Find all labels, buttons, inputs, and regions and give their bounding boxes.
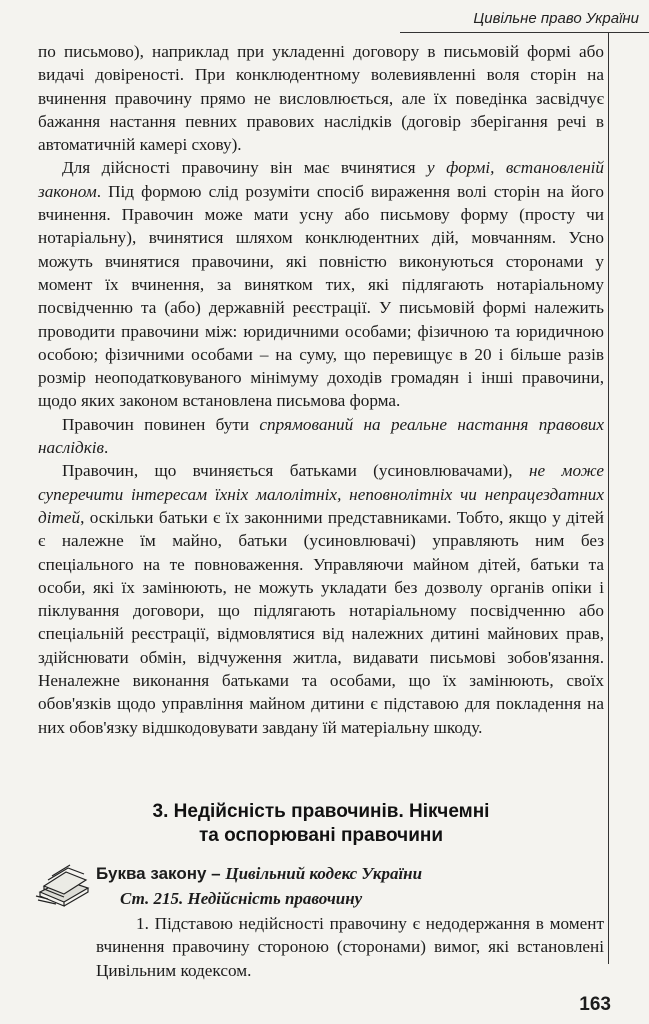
- law-article-title: Ст. 215. Недійсність правочину: [120, 889, 363, 908]
- side-rule: [608, 32, 609, 964]
- books-icon: [34, 862, 96, 908]
- law-label: Буква закону –: [96, 864, 226, 883]
- paragraph-4-text-c: , оскільки батьки є їх законними представниками. Тобто, якщо у дітей є належне їм майно, батьки (усиновлювачі) управляють ним без спеціального на те повноваження. Управляючи майном дітей, батьки та особи, які їх замінюють, не можуть укладати без дозволу органів опіки і піклування договори, що підлягають нотаріальному посвідченню або спеціальній реєстрації, відмовлятися від належних дитині майнових прав, здійснювати обмін, відчуження житла, видавати письмові зобов'язання. Неналежне виконання батьками та особами, що їх замінюють, своїх обов'язків щодо управління майном дитини є підставою для покладення на них обов'язку відшкодовувати завдану їй матеріальну шкоду.: [38, 507, 604, 737]
- paragraph-4-text-a: Правочин, що вчиняється батьками (усиновлювачами),: [62, 461, 529, 481]
- paragraph-2: [38, 156, 604, 412]
- section-title: [38, 800, 604, 848]
- paragraph-2-emphasis: у формі, встановленій законом: [38, 158, 604, 201]
- law-header: [96, 862, 596, 885]
- paragraph-3-text-a: Правочин повинен бути: [62, 414, 260, 434]
- paragraph-2-text-c: . Під формою слід розуміти спосіб вираження волі сторін на його вчинення. Правочин може мати усну або письмову форму (просту чи нотаріальну), вчинятися шляхом конклюдентних дій, мовчанням. Усно можуть вчинятися правочини, які повністю виконуються сторонами у момент їх вчинення, за винятком тих, які підлягають нотаріальному посвідченню та (або) державній реєстрації. У письмовій формі належить проводити правочини між: юридичними особами; фізичною та юридичною особою; фізичними особами – на суму, що перевищує в 20 і більше разів розмір неоподатковуваного мінімуму доходів громадян і інші правочини, щодо яких законом встановлена письмова форма.: [38, 181, 604, 411]
- law-paragraph: 1. Підставою недійсності правочину є недодержання в момент вчинення правочину стороною (сторонами) вимог, які встановлені Цивільним кодексом.: [96, 914, 604, 980]
- paragraph-2-text-a: Для дійсності правочину він має вчинятися: [62, 158, 428, 178]
- paragraph-1: по письмово), наприклад при укладенні договору в письмовій формі або видачі довіреності. При конклюдентному волевиявленні воля сторін на вчинення правочину прямо не висловлюється, але їх поведінка засвідчує бажання настання певних правових наслідків (договір зберігання речі в автоматичній камері схову).: [38, 42, 604, 155]
- section-title-line-2: та оспорювані правочини: [198, 825, 444, 846]
- paragraph-3: [38, 413, 604, 460]
- running-title: Цивільне право України: [473, 10, 639, 27]
- page-number: 163: [579, 994, 611, 1015]
- paragraph-3-text-c: .: [104, 438, 109, 458]
- paragraph-3-emphasis: спрямований на реальне настання правових наслідків: [38, 414, 605, 458]
- paragraph-4: [38, 459, 604, 739]
- law-text: [96, 912, 604, 982]
- header-rule: [400, 32, 649, 33]
- body-text: [38, 40, 604, 739]
- law-source: Цивільний кодекс України: [225, 864, 423, 883]
- section-title-line-1: 3. Недійсність правочинів. Нікчемні: [152, 801, 490, 822]
- paragraph-4-emphasis: не може суперечити інтересам їхніх малолітніх, неповнолітніх чи непрацездатних дітей: [38, 461, 604, 527]
